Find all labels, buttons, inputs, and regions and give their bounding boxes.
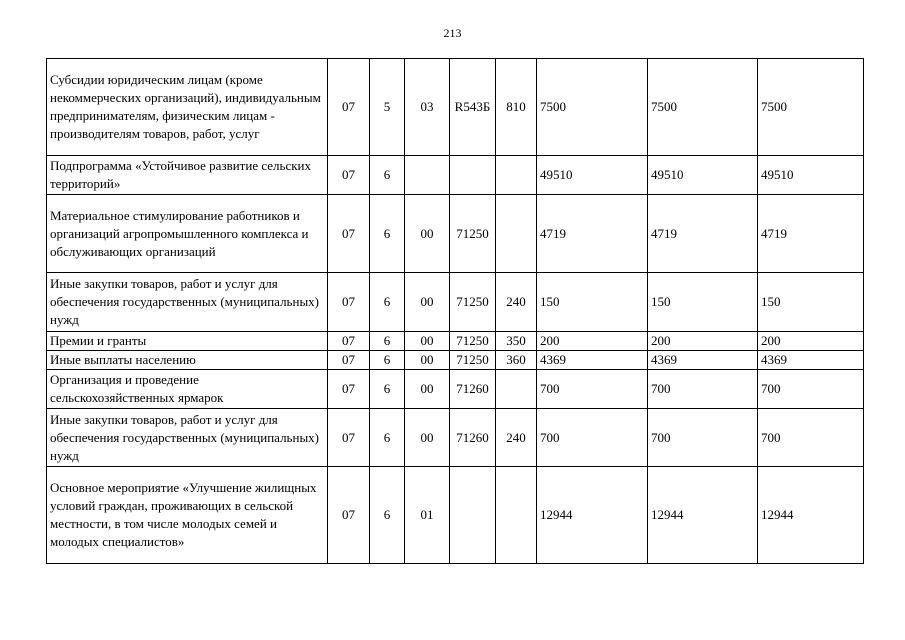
subsection-code: 6 [370,351,405,370]
table-row [47,370,864,409]
amount-year-3: 12944 [758,467,864,564]
amount-year-2: 4369 [648,351,758,370]
row-name: Подпрограмма «Устойчивое развитие сельских территорий» [47,156,328,195]
amount-year-2: 7500 [648,59,758,156]
amount-year-2: 150 [648,273,758,332]
program-code: 03 [405,59,450,156]
section-code: 07 [328,332,370,351]
expense-type-code [496,370,537,409]
amount-year-1: 7500 [537,59,648,156]
page-number: 213 [443,26,462,40]
subsection-code: 6 [370,273,405,332]
amount-year-3: 49510 [758,156,864,195]
amount-year-1: 700 [537,409,648,467]
amount-year-3: 200 [758,332,864,351]
expense-type-code: 240 [496,409,537,467]
subsection-code: 6 [370,195,405,273]
program-code [405,156,450,195]
amount-year-1: 200 [537,332,648,351]
table-row [47,59,864,156]
subsection-code: 6 [370,409,405,467]
section-code: 07 [328,409,370,467]
amount-year-2: 700 [648,370,758,409]
row-name: Организация и проведение сельскохозяйственных ярмарок [47,370,328,409]
table-row [47,332,864,351]
amount-year-1: 4719 [537,195,648,273]
amount-year-2: 200 [648,332,758,351]
target-code: 71260 [450,370,496,409]
table-row [47,467,864,564]
section-code: 07 [328,156,370,195]
target-code: 71250 [450,351,496,370]
amount-year-2: 49510 [648,156,758,195]
amount-year-1: 150 [537,273,648,332]
amount-year-3: 150 [758,273,864,332]
amount-year-1: 12944 [537,467,648,564]
subsection-code: 6 [370,156,405,195]
subsection-code: 6 [370,370,405,409]
amount-year-2: 700 [648,409,758,467]
expense-type-code: 350 [496,332,537,351]
table-row [47,156,864,195]
program-code: 00 [405,370,450,409]
row-name: Иные выплаты населению [47,351,328,370]
section-code: 07 [328,467,370,564]
program-code: 00 [405,273,450,332]
row-name: Материальное стимулирование работников и организаций агропромышленного комплекса и обслуживающих организаций [47,195,328,273]
expense-type-code [496,467,537,564]
amount-year-2: 12944 [648,467,758,564]
amount-year-3: 4719 [758,195,864,273]
table-row [47,351,864,370]
table-row [47,409,864,467]
section-code: 07 [328,59,370,156]
budget-table [46,58,864,564]
amount-year-1: 700 [537,370,648,409]
target-code: R543Б [450,59,496,156]
row-name: Иные закупки товаров, работ и услуг для обеспечения государственных (муниципальных) нужд [47,273,328,332]
row-name: Премии и гранты [47,332,328,351]
program-code: 00 [405,351,450,370]
section-code: 07 [328,370,370,409]
program-code: 01 [405,467,450,564]
target-code: 71250 [450,195,496,273]
program-code: 00 [405,195,450,273]
target-code [450,156,496,195]
subsection-code: 6 [370,332,405,351]
subsection-code: 6 [370,467,405,564]
row-name: Иные закупки товаров, работ и услуг для обеспечения государственных (муниципальных) нужд [47,409,328,467]
expense-type-code [496,195,537,273]
row-name: Основное мероприятие «Улучшение жилищных условий граждан, проживающих в сельской местности, в том числе молодых семей и молодых специалистов» [47,467,328,564]
target-code: 71260 [450,409,496,467]
amount-year-3: 700 [758,370,864,409]
amount-year-1: 49510 [537,156,648,195]
target-code: 71250 [450,332,496,351]
program-code: 00 [405,409,450,467]
amount-year-3: 7500 [758,59,864,156]
program-code: 00 [405,332,450,351]
amount-year-3: 4369 [758,351,864,370]
expense-type-code: 810 [496,59,537,156]
target-code [450,467,496,564]
target-code: 71250 [450,273,496,332]
amount-year-3: 700 [758,409,864,467]
section-code: 07 [328,273,370,332]
section-code: 07 [328,351,370,370]
amount-year-1: 4369 [537,351,648,370]
expense-type-code: 240 [496,273,537,332]
expense-type-code [496,156,537,195]
section-code: 07 [328,195,370,273]
table-row [47,195,864,273]
subsection-code: 5 [370,59,405,156]
expense-type-code: 360 [496,351,537,370]
row-name: Субсидии юридическим лицам (кроме некоммерческих организаций), индивидуальным предпринимателям, физическим лицам - производителям товаров, работ, услуг [47,59,328,156]
amount-year-2: 4719 [648,195,758,273]
table-row [47,273,864,332]
